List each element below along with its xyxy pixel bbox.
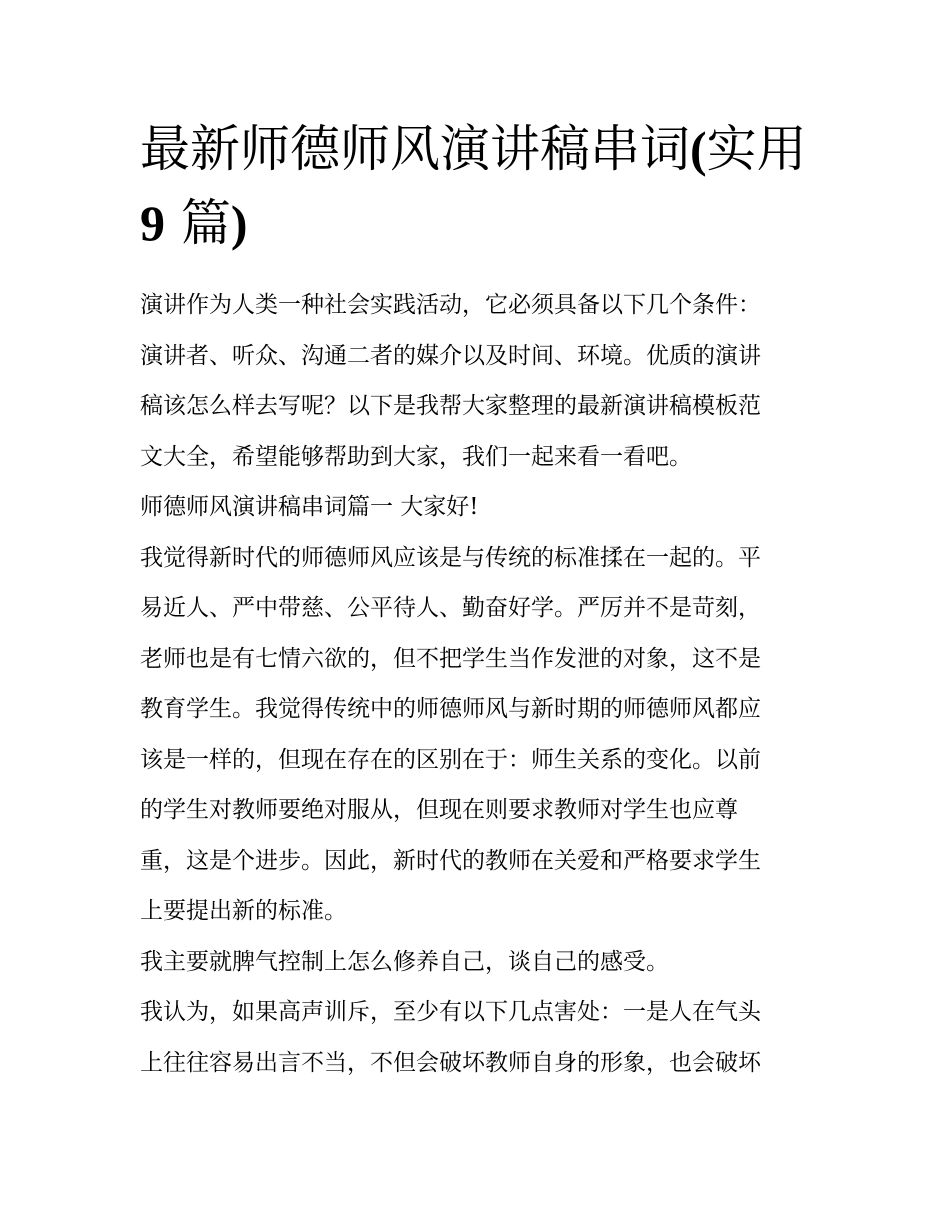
text-line: 演讲作为人类一种社会实践活动，它必须具备以下几个条件： <box>140 292 761 318</box>
text-line: 我主要就脾气控制上怎么修养自己，谈自己的感受。 <box>140 948 669 975</box>
text-line: 我认为，如果高声训斥，至少有以下几点害处：一是人在气头 <box>140 999 761 1025</box>
title-text-practical: 实用 <box>706 120 807 178</box>
text-line: 稿该怎么样去写呢？以下是我帮大家整理的最新演讲稿模板范 <box>140 393 761 419</box>
paragraph-intro <box>140 280 820 482</box>
text-line: 易近人、严中带慈、公平待人、勤奋好学。严厉并不是苛刻， <box>140 595 761 621</box>
text-line: 我觉得新时代的师德师风应该是与传统的标准揉在一起的。平 <box>140 544 761 571</box>
paragraph-temper <box>140 937 820 988</box>
title-paren-open: ( <box>690 121 707 177</box>
paragraph-main <box>140 533 820 937</box>
paragraph-harms <box>140 987 820 1088</box>
paragraph-section-heading <box>140 482 820 533</box>
text-line: 教育学生。我觉得传统中的师德师风与新时期的师德师风都应 <box>140 696 761 722</box>
text-line: 师德师风演讲稿串词篇一 大家好! <box>140 494 479 520</box>
document-title <box>140 112 820 260</box>
document-body <box>140 280 820 1088</box>
title-text: 最新师德师风演讲稿串词 <box>140 120 690 178</box>
text-line: 上要提出新的标准。 <box>140 898 347 924</box>
text-line: 文大全，希望能够帮助到大家，我们一起来看一看吧。 <box>140 443 692 470</box>
title-paren-close: ) <box>230 195 248 251</box>
title-number: 9 <box>140 195 165 251</box>
text-line: 上往往容易出言不当，不但会破坏教师自身的形象，也会破坏 <box>140 1049 761 1076</box>
text-line: 演讲者、听众、沟通二者的媒介以及时间、环境。优质的演讲 <box>140 342 761 369</box>
text-line: 老师也是有七情六欲的，但不把学生当作发泄的对象，这不是 <box>140 645 761 672</box>
text-line: 重，这是个进步。因此，新时代的教师在关爱和严格要求学生 <box>140 847 761 874</box>
text-line: 该是一样的，但现在存在的区别在于：师生关系的变化。以前 <box>140 746 761 773</box>
text-line: 的学生对教师要绝对服从，但现在则要求教师对学生也应尊 <box>140 797 738 823</box>
title-text-pieces: 篇 <box>165 194 231 252</box>
